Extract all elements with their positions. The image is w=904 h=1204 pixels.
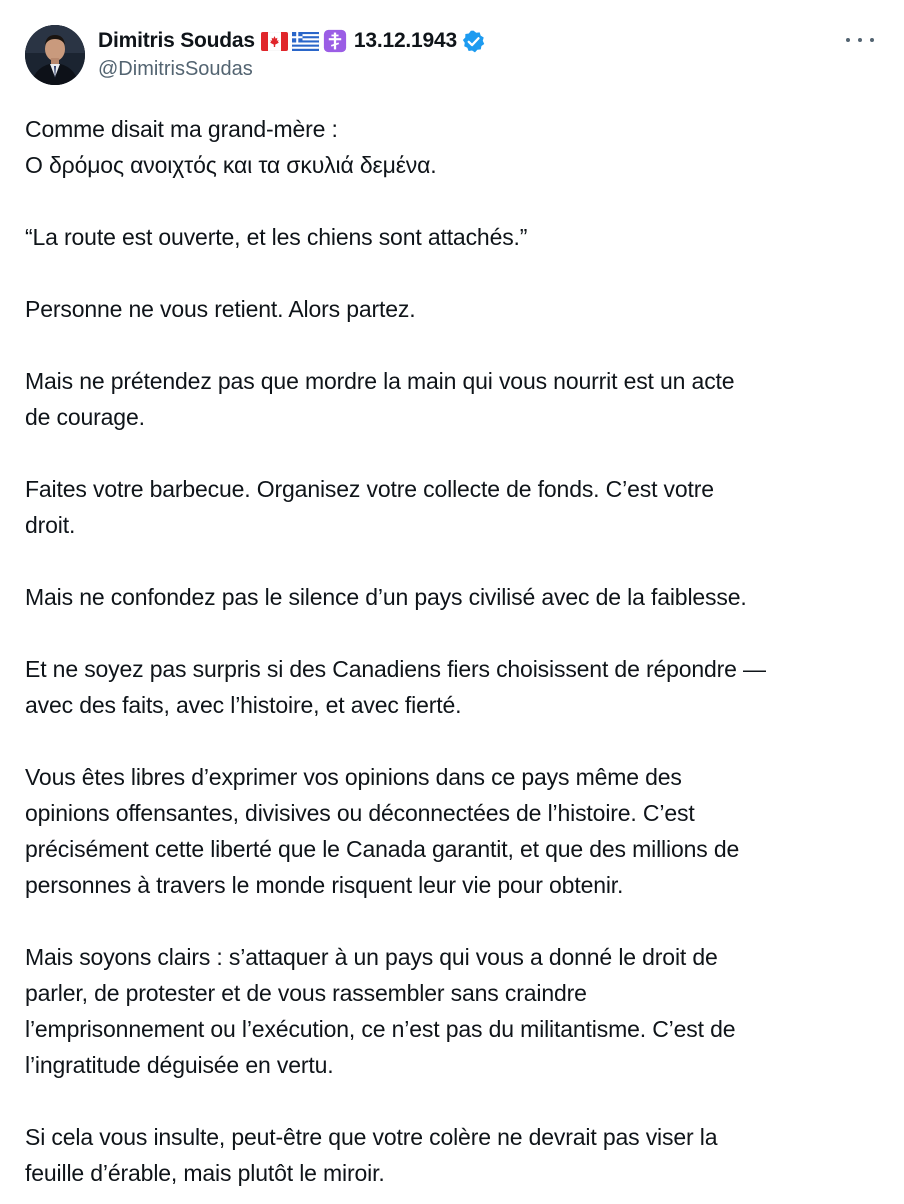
tweet-paragraph xyxy=(25,471,880,543)
tweet-line: parler, de protester et de vous rassembler sans craindre xyxy=(25,980,587,1006)
avatar-photo xyxy=(25,25,85,85)
name-row xyxy=(98,26,486,56)
tweet-paragraph xyxy=(25,759,880,903)
tweet-paragraph xyxy=(25,219,880,255)
bio-date: 13.12.1943 xyxy=(353,29,457,52)
tweet-header xyxy=(98,26,486,81)
tweet-line: opinions offensantes, divisives ou déconnectées de l’histoire. C’est xyxy=(25,800,695,826)
canada-flag-icon xyxy=(261,32,288,51)
tweet-paragraph xyxy=(25,1119,880,1191)
tweet-line: Mais ne confondez pas le silence d’un pays civilisé avec de la faiblesse. xyxy=(25,584,747,610)
display-name[interactable]: Dimitris Soudas xyxy=(98,29,255,52)
paragraph-gap xyxy=(25,435,880,471)
tweet-line: Comme disait ma grand-mère : xyxy=(25,116,338,142)
tweet-line: Mais ne prétendez pas que mordre la main qui vous nourrit est un acte xyxy=(25,368,735,394)
paragraph-gap xyxy=(25,543,880,579)
tweet-line: Personne ne vous retient. Alors partez. xyxy=(25,296,416,322)
tweet-paragraph xyxy=(25,939,880,1083)
more-dot-icon xyxy=(858,38,862,42)
user-handle[interactable]: @DimitrisSoudas xyxy=(98,58,253,80)
tweet-paragraph xyxy=(25,651,880,723)
tweet-paragraph xyxy=(25,111,880,183)
tweet-line: droit. xyxy=(25,512,76,538)
tweet-paragraph xyxy=(25,291,880,327)
paragraph-gap xyxy=(25,615,880,651)
more-dot-icon xyxy=(870,38,874,42)
tweet-line: précisément cette liberté que le Canada garantit, et que des millions de xyxy=(25,836,740,862)
tweet-line: l’emprisonnement ou l’exécution, ce n’est pas du militantisme. C’est de xyxy=(25,1016,736,1042)
tweet-line: l’ingratitude déguisée en vertu. xyxy=(25,1052,334,1078)
paragraph-gap xyxy=(25,327,880,363)
verified-badge-icon[interactable] xyxy=(461,29,486,54)
tweet-line: personnes à travers le monde risquent leur vie pour obtenir. xyxy=(25,872,624,898)
tweet-text xyxy=(25,111,880,1191)
tweet-line: Ο δρόμος ανοιχτός και τα σκυλιά δεμένα. xyxy=(25,152,437,178)
tweet-line: Faites votre barbecue. Organisez votre collecte de fonds. C’est votre xyxy=(25,476,714,502)
paragraph-gap xyxy=(25,903,880,939)
paragraph-gap xyxy=(25,1083,880,1119)
paragraph-gap xyxy=(25,255,880,291)
tweet-paragraph xyxy=(25,579,880,615)
tweet-line: feuille d’érable, mais plutôt le miroir. xyxy=(25,1160,385,1186)
tweet-line: de courage. xyxy=(25,404,145,430)
tweet-line: Et ne soyez pas surpris si des Canadiens fiers choisissent de répondre — xyxy=(25,656,766,682)
tweet-line: avec des faits, avec l’histoire, et avec fierté. xyxy=(25,692,462,718)
greece-flag-icon xyxy=(292,32,319,51)
tweet-line: Mais soyons clairs : s’attaquer à un pays qui vous a donné le droit de xyxy=(25,944,718,970)
paragraph-gap xyxy=(25,723,880,759)
tweet-line: “La route est ouverte, et les chiens sont attachés.” xyxy=(25,224,528,250)
orthodox-cross-icon xyxy=(323,29,347,53)
more-options-button[interactable] xyxy=(846,32,874,48)
tweet-line: Si cela vous insulte, peut-être que votre colère ne devrait pas viser la xyxy=(25,1124,718,1150)
more-dot-icon xyxy=(846,38,850,42)
paragraph-gap xyxy=(25,183,880,219)
tweet-line: Vous êtes libres d’exprimer vos opinions dans ce pays même des xyxy=(25,764,682,790)
avatar[interactable] xyxy=(25,25,85,85)
tweet-paragraph xyxy=(25,363,880,435)
